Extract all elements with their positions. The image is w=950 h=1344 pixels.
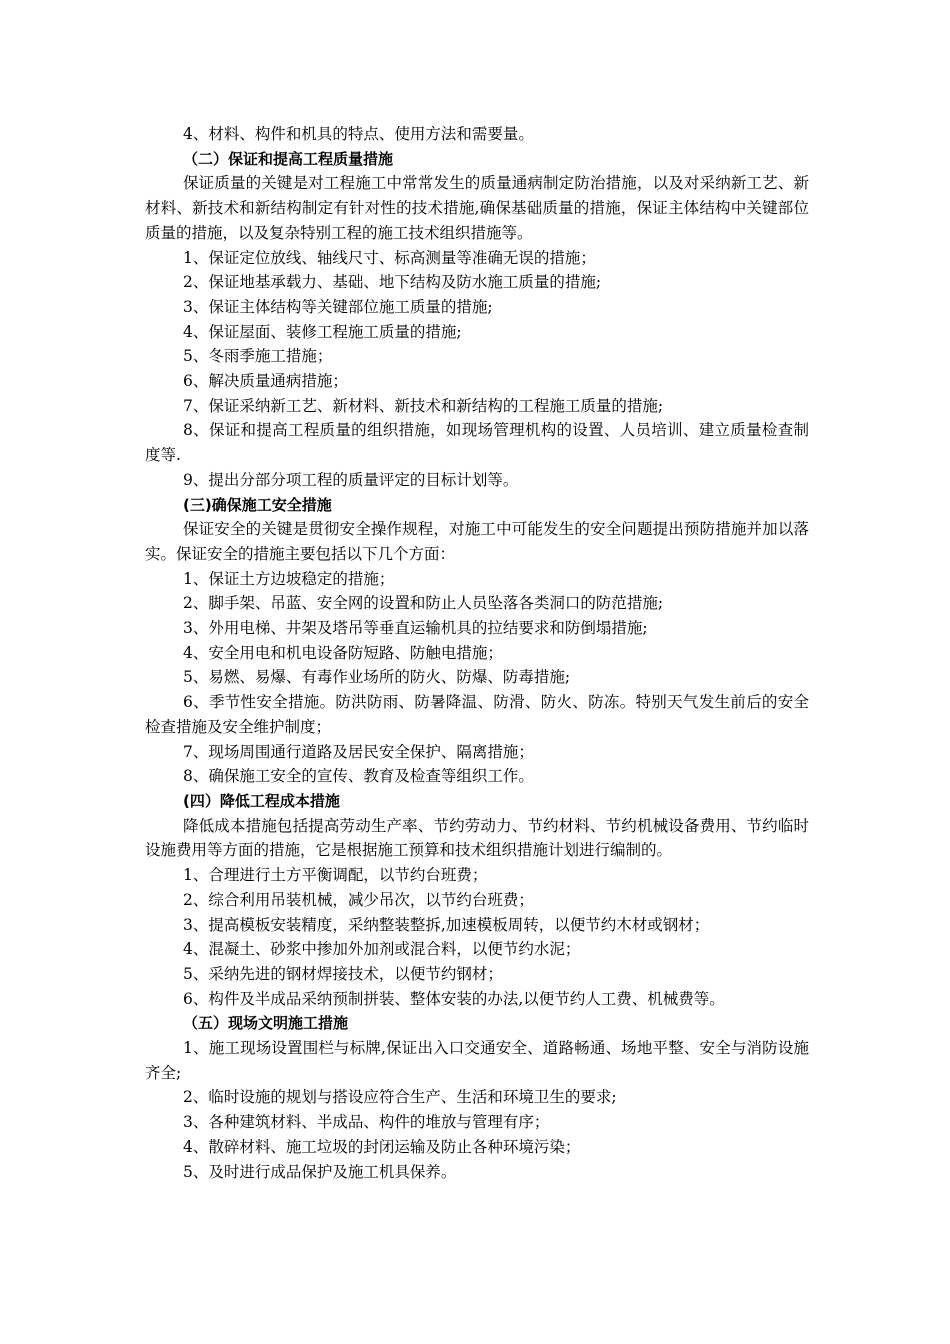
list-item: 2、脚手架、吊蓝、安全网的设置和防止人员坠落各类洞口的防范措施; bbox=[183, 594, 664, 613]
list-item: 3、提高模板安装精度，采纳整装整拆,加速模板周转，以便节约木材或钢材； bbox=[183, 915, 710, 934]
list-item: 4、散碎材料、施工垃圾的封闭运输及防止各种环境污染； bbox=[183, 1137, 581, 1156]
list-item: 4、安全用电和机电设备防短路、防触电措施； bbox=[183, 643, 503, 662]
section-intro-cost: 降低成本措施包括提高劳动生产率、节约劳动力、节约材料、节约机械设备费用、节约临时设施费用等方面的措施，它是根据施工预算和技术组织措施计划进行编制的。 bbox=[145, 816, 809, 860]
list-item: 5、易燃、易爆、有毒作业场所的防火、防爆、防毒措施; bbox=[183, 668, 571, 687]
list-item: 1、合理进行土方平衡调配，以节约台班费； bbox=[183, 866, 488, 885]
list-item: 6、季节性安全措施。防洪防雨、防暑降温、防滑、防火、防冻。特别天气发生前后的安全检查措施及安全维护制度； bbox=[145, 693, 809, 736]
list-item: 2、综合利用吊装机械，减少吊次，以节约台班费； bbox=[183, 890, 534, 909]
list-item: 1、施工现场设置围栏与标牌,保证出入口交通安全、道路畅通、场地平整、安全与消防设施齐全; bbox=[145, 1039, 809, 1082]
list-item: 6、解决质量通病措施； bbox=[183, 372, 348, 391]
list-item: 8、确保施工安全的宣传、教育及检查等组织工作。 bbox=[183, 767, 534, 786]
list-item: 4、混凝土、砂浆中掺加外加剂或混合料，以便节约水泥； bbox=[183, 940, 581, 959]
list-item: 2、保证地基承载力、基础、地下结构及防水施工质量的措施; bbox=[183, 273, 602, 292]
document-body bbox=[145, 122, 809, 1184]
list-item: 3、各种建筑材料、半成品、构件的堆放与管理有序； bbox=[183, 1113, 550, 1132]
list-item: 1、保证土方边坡稳定的措施； bbox=[183, 569, 395, 588]
list-item: 4、保证屋面、装修工程施工质量的措施; bbox=[183, 322, 462, 341]
section-intro-safety: 保证安全的关键是贯彻安全操作规程，对施工中可能发生的安全问题提出预防措施并加以落实。保证安全的措施主要包括以下几个方面： bbox=[145, 520, 809, 563]
list-item: 5、冬雨季施工措施； bbox=[183, 347, 333, 366]
list-item: 7、现场周围通行道路及居民安全保护、隔离措施； bbox=[183, 742, 534, 761]
list-item: 5、及时进行成品保护及施工机具保养。 bbox=[183, 1162, 457, 1181]
list-item: 7、保证采纳新工艺、新材料、新技术和新结构的工程施工质量的措施; bbox=[183, 396, 664, 415]
list-item: 8、保证和提高工程质量的组织措施，如现场管理机构的设置、人员培训、建立质量检查制度等. bbox=[145, 421, 809, 465]
section-heading-cost: (四）降低工程成本措施 bbox=[183, 791, 340, 810]
section-intro-quality: 保证质量的关键是对工程施工中常常发生的质量通病制定防治措施，以及对采纳新工艺、新材料、新技术和新结构制定有针对性的技术措施,确保基础质量的措施，保证主体结构中关键部位质量的措施，以及复杂特别工程的施工技术组织措施等。 bbox=[145, 174, 809, 242]
list-item: 3、外用电梯、井架及塔吊等垂直运输机具的拉结要求和防倒塌措施; bbox=[183, 619, 648, 638]
list-item: 1、保证定位放线、轴线尺寸、标高测量等准确无误的措施； bbox=[183, 248, 596, 267]
list-item: 6、构件及半成品采纳预制拼装、整体安装的办法,以便节约人工费、机械费等。 bbox=[183, 989, 725, 1008]
list-item: 5、采纳先进的钢材焊接技术，以便节约钢材； bbox=[183, 964, 503, 983]
section-heading-quality: （二）保证和提高工程质量措施 bbox=[183, 149, 394, 168]
section-heading-safety: (三)确保施工安全措施 bbox=[183, 495, 332, 514]
list-item: 9、提出分部分项工程的质量评定的目标计划等。 bbox=[183, 470, 519, 489]
list-item: 4、材料、构件和机具的特点、使用方法和需要量。 bbox=[183, 125, 534, 143]
list-item: 3、保证主体结构等关键部位施工质量的措施; bbox=[183, 297, 493, 316]
section-heading-civilized: （五）现场文明施工措施 bbox=[183, 1014, 349, 1033]
list-item: 2、临时设施的规划与搭设应符合生产、生活和环境卫生的要求; bbox=[183, 1088, 617, 1107]
